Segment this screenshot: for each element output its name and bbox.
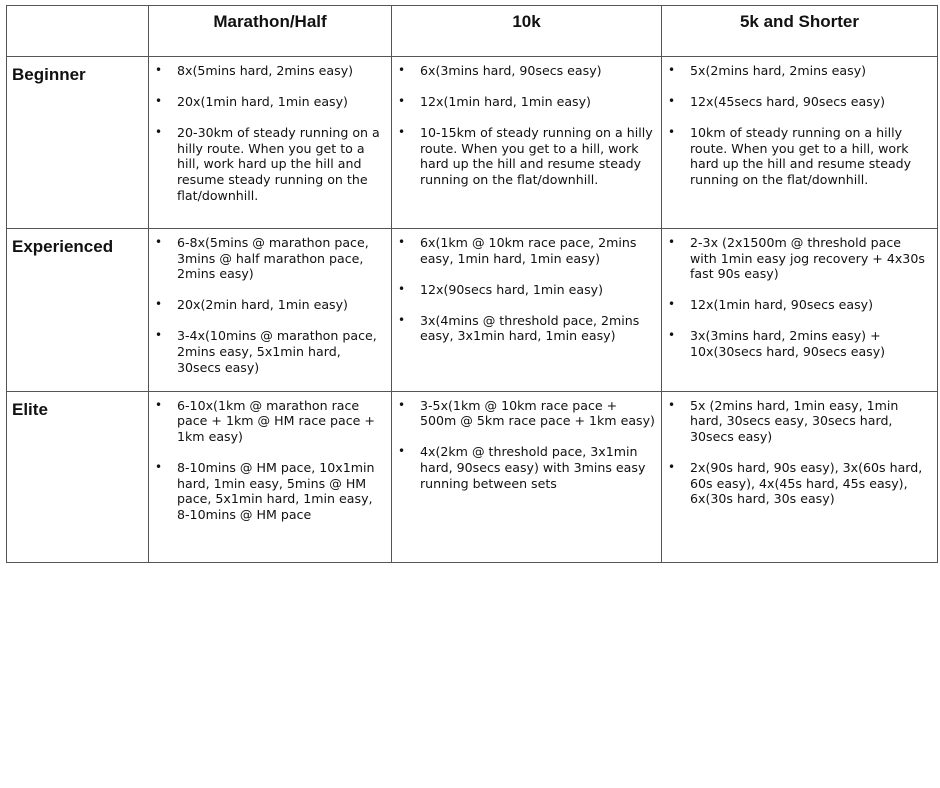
- session-list: [149, 57, 391, 203]
- bullet-dot-icon: •: [155, 397, 163, 412]
- list-item: [392, 282, 655, 298]
- session-text: 2-3x (2x1500m @ threshold pace with 1min easy jog recovery + 4x30s fast 90s easy): [690, 235, 925, 282]
- bullet-dot-icon: •: [668, 235, 676, 249]
- session-text: 20x(1min hard, 1min easy): [177, 94, 348, 110]
- cell-elite-5k: [662, 391, 938, 562]
- list-item: [149, 460, 385, 522]
- bullet-dot-icon: •: [668, 328, 676, 343]
- cell-elite-10k: [392, 391, 662, 562]
- table-row-elite: [7, 391, 938, 562]
- level-cell: [7, 57, 149, 229]
- list-item: [149, 94, 385, 110]
- cell-beginner-marathon: [149, 57, 392, 229]
- bullet-dot-icon: •: [668, 94, 676, 109]
- level-cell: [7, 391, 149, 562]
- bullet-dot-icon: •: [155, 235, 163, 249]
- list-item: [662, 94, 931, 110]
- bullet-dot-icon: •: [668, 125, 676, 140]
- list-item: [392, 63, 655, 79]
- list-item: [392, 444, 655, 491]
- level-cell: [7, 229, 149, 392]
- session-list: [392, 229, 661, 344]
- session-text: 5x(2mins hard, 2mins easy): [690, 63, 867, 78]
- session-text: 3x(4mins @ threshold pace, 2mins easy, 3x1min hard, 1min easy): [420, 312, 640, 344]
- list-item: [392, 235, 655, 266]
- bullet-dot-icon: •: [398, 281, 406, 296]
- list-item: [149, 63, 385, 79]
- cell-experienced-marathon: [149, 229, 392, 392]
- session-text: 4x(2km @ threshold pace, 3x1min hard, 90secs easy) with 3mins easy running between sets: [420, 444, 646, 491]
- level-label-beginner: Beginner: [12, 65, 86, 84]
- header-10k: 10k: [392, 6, 662, 57]
- session-text: 12x(1min hard, 1min easy): [420, 94, 591, 110]
- list-item: [662, 63, 931, 79]
- session-list: [392, 392, 661, 491]
- list-item: [662, 125, 931, 187]
- bullet-dot-icon: •: [155, 328, 163, 343]
- session-text: 3x(3mins hard, 2mins easy) + 10x(30secs hard, 90secs easy): [690, 328, 886, 359]
- session-text: 6x(3mins hard, 90secs easy): [420, 63, 602, 78]
- session-text: 12x(90secs hard, 1min easy): [420, 281, 604, 297]
- bullet-dot-icon: •: [668, 63, 676, 77]
- list-item: [149, 328, 385, 375]
- session-text: 8x(5mins hard, 2mins easy): [177, 63, 354, 78]
- session-text: 6x(1km @ 10km race pace, 2mins easy, 1min hard, 1min easy): [420, 235, 637, 266]
- bullet-dot-icon: •: [398, 63, 406, 77]
- session-text: 10-15km of steady running on a hilly route. When you get to a hill, work hard up the hill and resume steady running on the flat/downhill.: [420, 125, 653, 187]
- bullet-dot-icon: •: [398, 397, 406, 412]
- session-list: [149, 229, 391, 375]
- bullet-dot-icon: •: [398, 444, 406, 459]
- header-marathon-half: Marathon/Half: [149, 6, 392, 57]
- bullet-dot-icon: •: [155, 63, 163, 77]
- bullet-dot-icon: •: [155, 459, 163, 474]
- bullet-dot-icon: •: [155, 125, 163, 140]
- list-item: [662, 235, 931, 282]
- level-label-experienced: Experienced: [12, 237, 114, 256]
- list-item: [149, 235, 385, 282]
- bullet-dot-icon: •: [155, 297, 163, 312]
- session-text: 5x (2mins hard, 1min easy, 1min hard, 30secs easy, 30secs hard, 30secs easy): [690, 397, 899, 444]
- header-corner: [7, 6, 149, 57]
- session-list: [392, 57, 661, 188]
- session-text: 6-10x(1km @ marathon race pace + 1km @ HM race pace + 1km easy): [177, 397, 375, 444]
- session-list: [662, 392, 937, 507]
- session-text: 20-30km of steady running on a hilly route. When you get to a hill, work hard up the hill and resume steady running on the flat/downhill.: [177, 125, 380, 203]
- session-text: 12x(1min hard, 90secs easy): [690, 297, 874, 313]
- header-row: [7, 6, 938, 57]
- training-plan-table: [6, 5, 938, 563]
- table-row-beginner: [7, 57, 938, 229]
- level-label-elite: Elite: [12, 399, 48, 419]
- list-item: [392, 125, 655, 187]
- cell-beginner-10k: [392, 57, 662, 229]
- list-item: [662, 328, 931, 359]
- cell-experienced-5k: [662, 229, 938, 392]
- session-text: 6-8x(5mins @ marathon pace, 3mins @ half marathon pace, 2mins easy): [177, 235, 369, 282]
- session-text: 3-5x(1km @ 10km race pace + 500m @ 5km race pace + 1km easy): [420, 397, 655, 429]
- bullet-dot-icon: •: [398, 235, 406, 249]
- session-text: 10km of steady running on a hilly route. When you get to a hill, work hard up the hill and resume steady running on the flat/downhill.: [690, 125, 912, 187]
- session-text: 20x(2min hard, 1min easy): [177, 297, 348, 313]
- list-item: [392, 313, 655, 344]
- session-text: 8-10mins @ HM pace, 10x1min hard, 1min easy, 5mins @ HM pace, 5x1min hard, 1min easy, 8-10mins @ HM pace: [177, 459, 375, 522]
- bullet-dot-icon: •: [398, 312, 406, 327]
- session-text: 2x(90s hard, 90s easy), 3x(60s hard, 60s easy), 4x(45s hard, 45s easy), 6x(30s hard, 30s easy): [690, 459, 923, 507]
- list-item: [662, 460, 931, 507]
- bullet-dot-icon: •: [668, 297, 676, 312]
- cell-beginner-5k: [662, 57, 938, 229]
- session-text: 3-4x(10mins @ marathon pace, 2mins easy, 5x1min hard, 30secs easy): [177, 328, 377, 375]
- list-item: [149, 125, 385, 203]
- bullet-dot-icon: •: [668, 397, 676, 412]
- list-item: [392, 94, 655, 110]
- bullet-dot-icon: •: [398, 94, 406, 109]
- bullet-dot-icon: •: [155, 94, 163, 109]
- session-list: [662, 57, 937, 188]
- list-item: [662, 297, 931, 313]
- list-item: [149, 297, 385, 313]
- list-item: [662, 398, 931, 445]
- session-list: [662, 229, 937, 360]
- table-row-experienced: [7, 229, 938, 392]
- session-text: 12x(45secs hard, 90secs easy): [690, 94, 886, 110]
- header-5k-and-shorter: 5k and Shorter: [662, 6, 938, 57]
- bullet-dot-icon: •: [398, 125, 406, 140]
- cell-elite-marathon: [149, 391, 392, 562]
- list-item: [149, 398, 385, 445]
- list-item: [392, 398, 655, 429]
- session-list: [149, 392, 391, 523]
- cell-experienced-10k: [392, 229, 662, 392]
- bullet-dot-icon: •: [668, 459, 676, 474]
